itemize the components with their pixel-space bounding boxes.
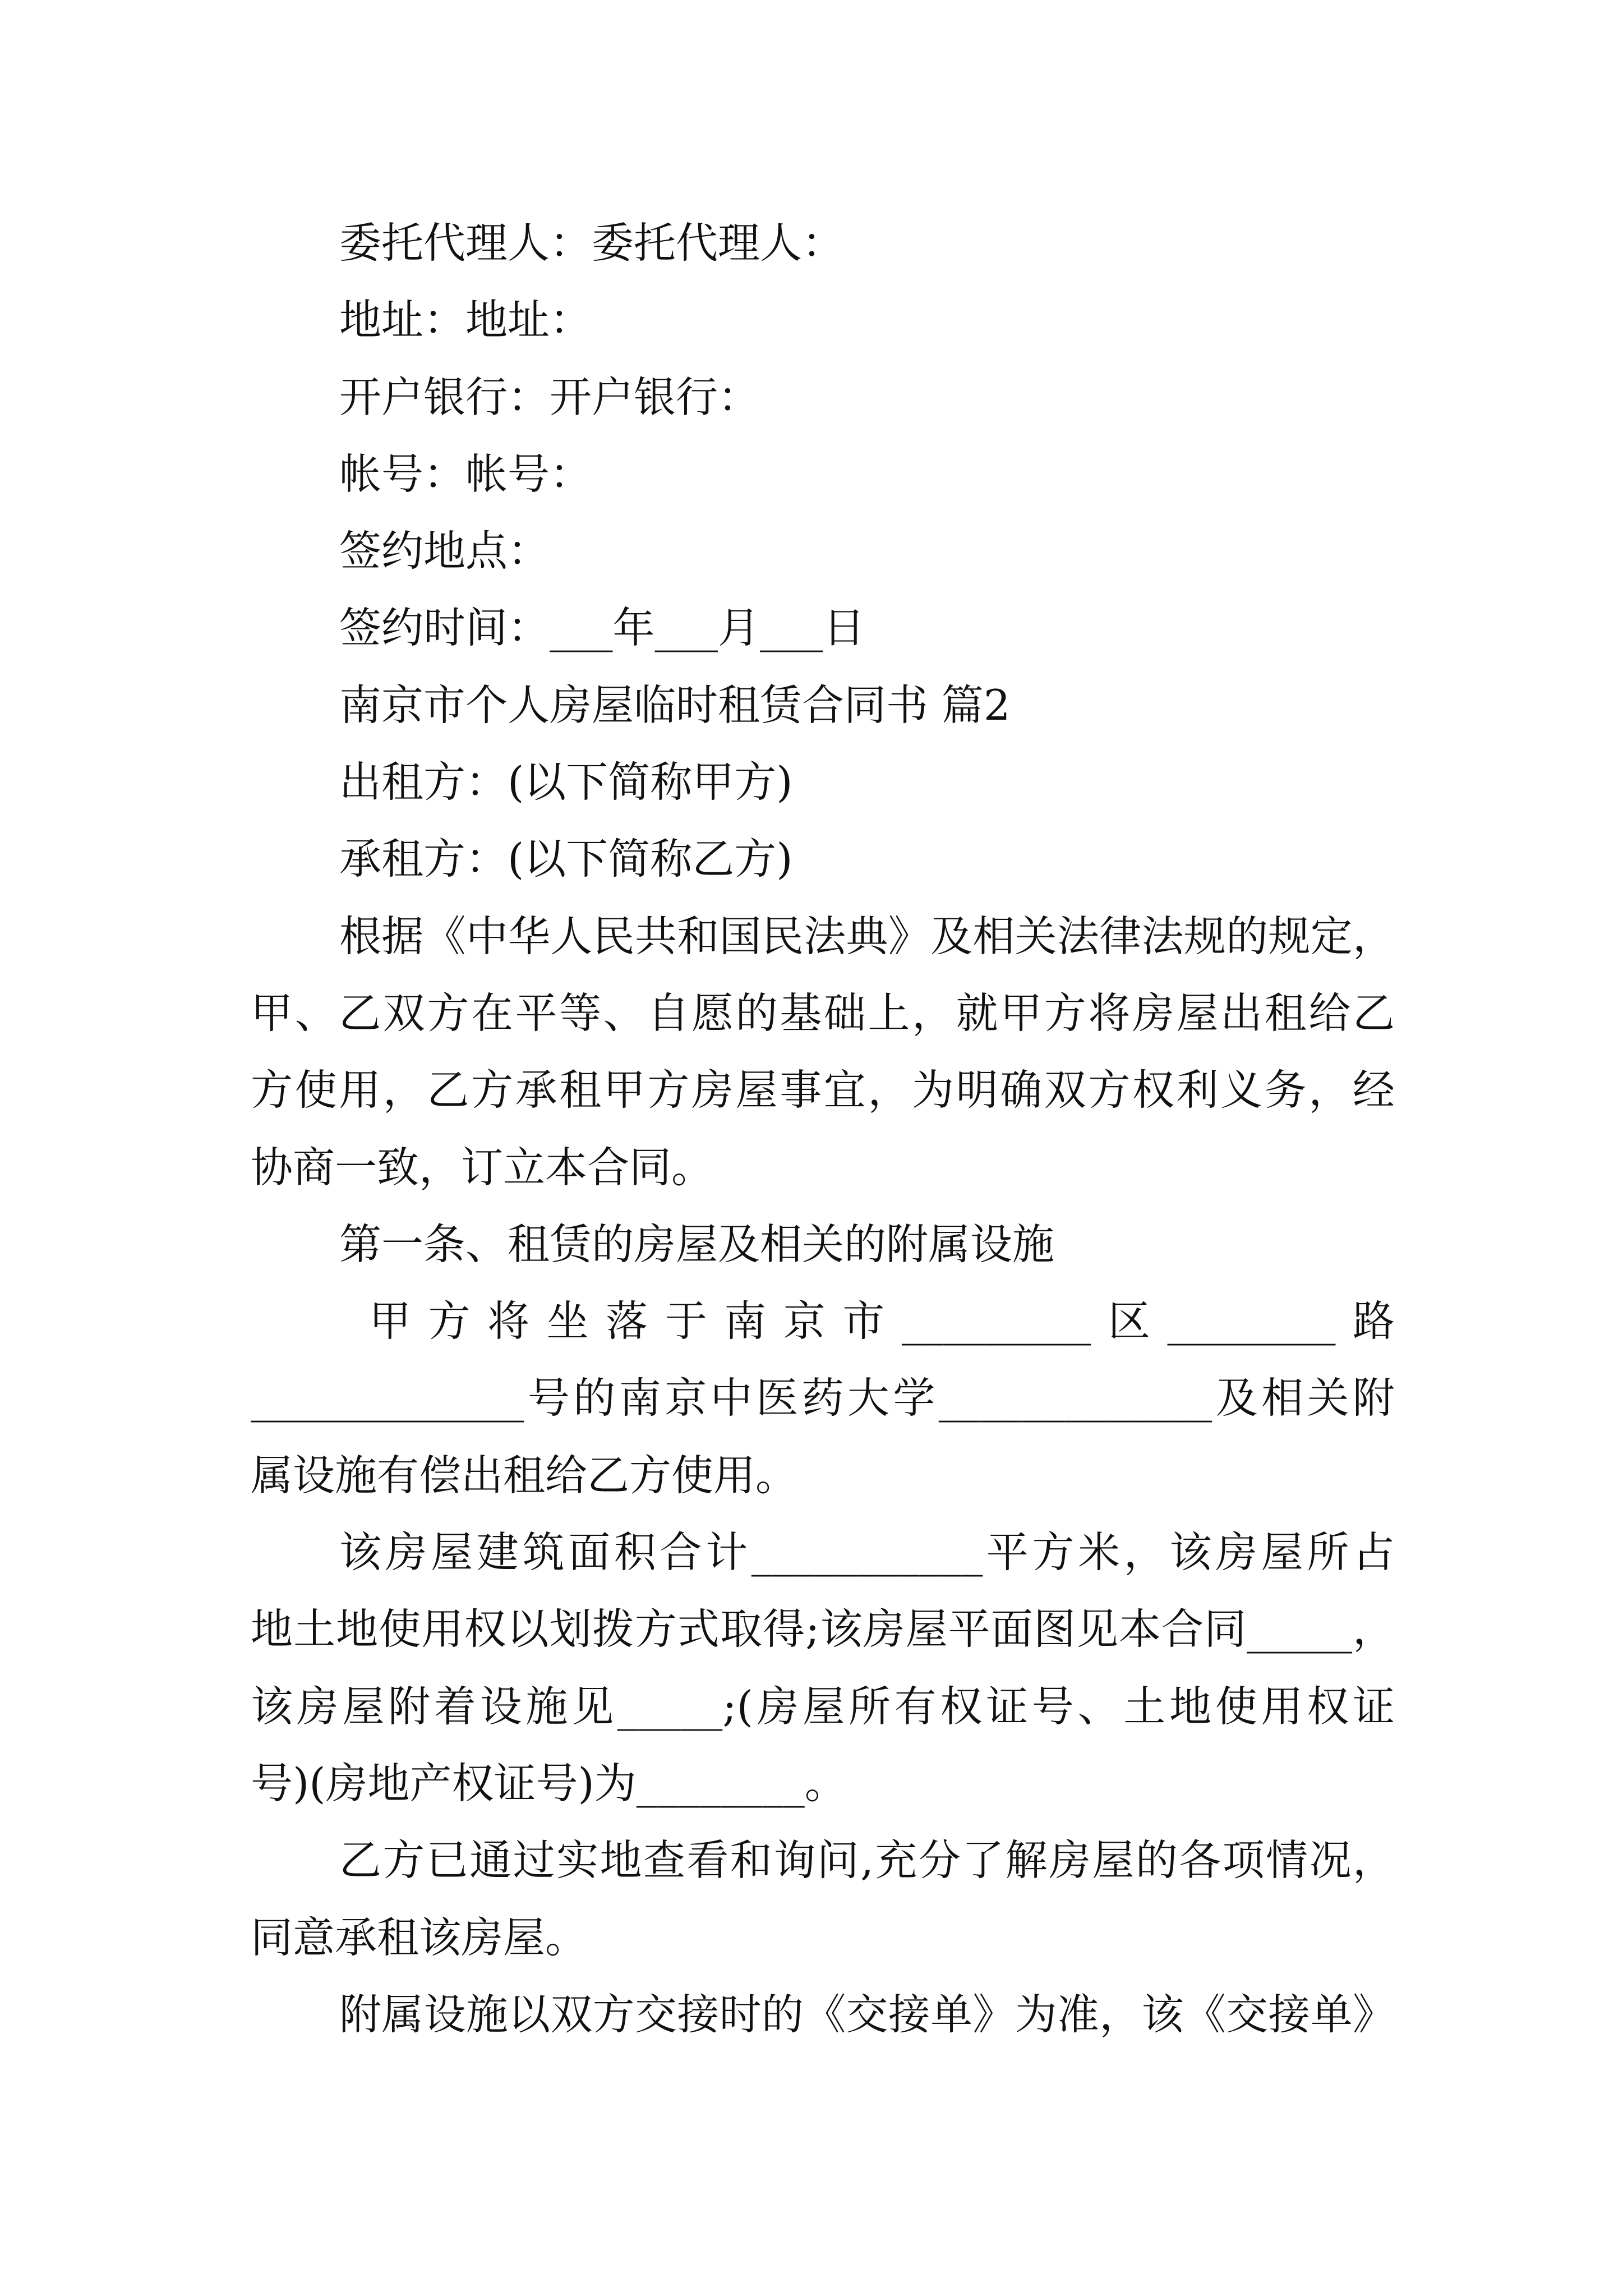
location-line: 属设施有偿出租给乙方使用。	[251, 1450, 798, 1500]
area-line: 号)(房地产权证号)为________。	[251, 1758, 847, 1808]
lessor-line: 出租方：(以下简称甲方)	[339, 757, 793, 807]
lessee-line: 承租方：(以下简称乙方)	[339, 834, 793, 884]
preamble-line: 根据《中华人民共和国民法典》及相关法律法规的规定，	[339, 911, 1395, 961]
signature-place-line: 签约地点：	[339, 526, 550, 576]
document-body	[251, 205, 1395, 2053]
facilities-line: 附属设施以双方交接时的《交接单》为准，该《交接单》	[339, 1989, 1395, 2039]
signature-address-line: 地址：地址：	[339, 295, 592, 345]
contract-title: 南京市个人房屋临时租赁合同书 篇2	[339, 680, 1011, 730]
preamble-line: 协商一致，订立本合同。	[251, 1142, 714, 1192]
location-line: _____________号的南京中医药大学_____________及相关附	[251, 1373, 1395, 1423]
preamble-line: 方使用，乙方承租甲方房屋事宜，为明确双方权利义务，经	[251, 1065, 1395, 1115]
location-line: 甲方将坐落于南京市_________区________路	[369, 1296, 1395, 1346]
signature-time-line: 签约时间：___年___月___日	[339, 603, 865, 653]
inspection-line: 乙方已通过实地查看和询问,充分了解房屋的各项情况，	[339, 1835, 1395, 1885]
preamble-line: 甲、乙双方在平等、自愿的基础上，就甲方将房屋出租给乙	[251, 988, 1395, 1038]
signature-bank-line: 开户银行：开户银行：	[339, 372, 760, 422]
area-line: 地土地使用权以划拨方式取得;该房屋平面图见本合同_____，	[251, 1604, 1395, 1654]
signature-account-line: 帐号：帐号：	[339, 449, 592, 499]
area-line: 该房屋附着设施见_____;(房屋所有权证号、土地使用权证	[251, 1681, 1395, 1731]
area-line: 该房屋建筑面积合计___________平方米，该房屋所占	[339, 1527, 1395, 1577]
signature-agent-line: 委托代理人：委托代理人：	[339, 218, 845, 268]
article-1-heading: 第一条、租赁的房屋及相关的附属设施	[339, 1219, 1055, 1269]
inspection-line: 同意承租该房屋。	[251, 1912, 588, 1962]
